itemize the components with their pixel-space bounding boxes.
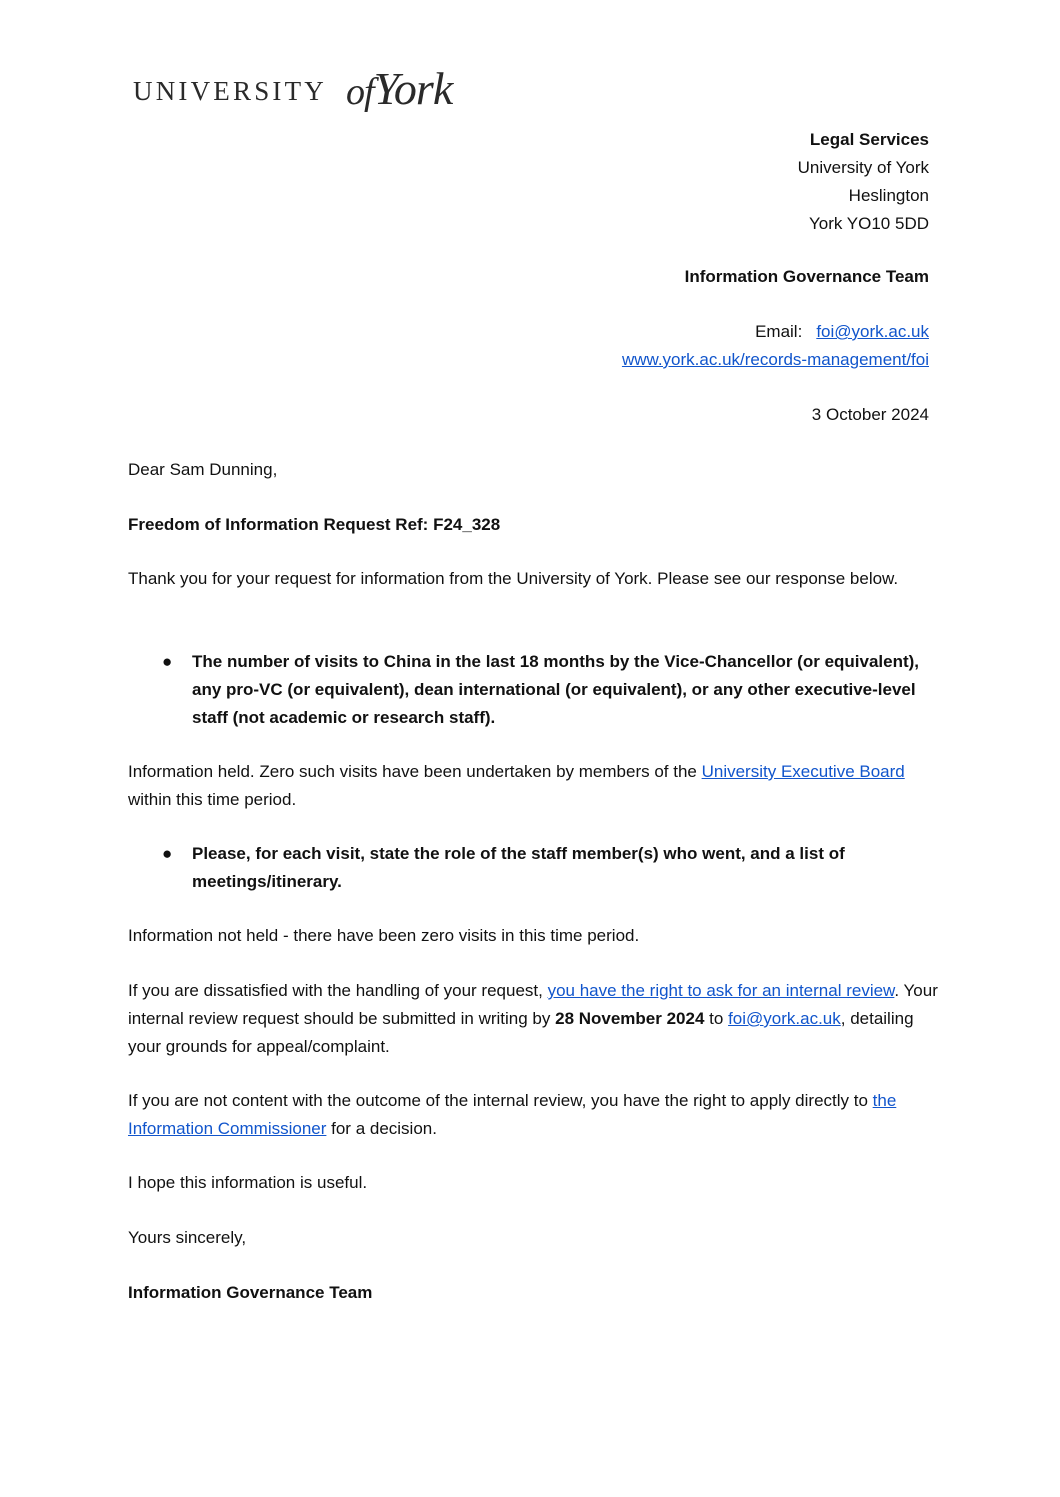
answer-2: Information not held - there have been zero visits in this time period. [128, 926, 640, 945]
review-deadline: 28 November 2024 [555, 1009, 705, 1028]
salutation: Dear Sam Dunning, [128, 460, 278, 479]
closing-note: I hope this information is useful. [128, 1173, 368, 1192]
letter-date: 3 October 2024 [811, 405, 929, 424]
bullet-icon: ● [162, 844, 173, 863]
answer-1: Information held. Zero such visits have been undertaken by members of the University Executive Board within this time period. [128, 762, 905, 809]
sender-department: Legal Services [809, 130, 929, 149]
internal-review-paragraph: If you are dissatisfied with the handling of your request, you have the right to ask for an internal review. Your internal review request should be submitted in writing by 28 November 2024 to foi@york.ac.uk, detailing your grounds for appeal/complaint. [128, 981, 938, 1056]
sender-locality: Heslington [848, 186, 929, 205]
executive-board-link[interactable]: University Executive Board [701, 762, 905, 781]
question-list-2 [128, 840, 940, 896]
sender-institution: University of York [797, 158, 929, 177]
university-logo [133, 62, 473, 122]
subject-line: Freedom of Information Request Ref: F24_328 [128, 515, 501, 534]
internal-review-link[interactable]: you have the right to ask for an internal review [547, 981, 895, 1000]
website-link[interactable]: www.york.ac.uk/records-management/foi [621, 350, 929, 369]
bullet-icon: ● [162, 652, 173, 671]
valediction: Yours sincerely, [128, 1228, 247, 1247]
ico-paragraph: If you are not content with the outcome of the internal review, you have the right to apply directly to the Information Commissioner for a decision. [128, 1091, 897, 1138]
review-email-link[interactable]: foi@york.ac.uk [728, 1009, 841, 1028]
sender-city-postcode: York YO10 5DD [808, 214, 929, 233]
information-commissioner-link[interactable]: the Information Commissioner [128, 1091, 897, 1138]
signature: Information Governance Team [128, 1283, 373, 1302]
question-list-1 [128, 648, 940, 732]
sender-team: Information Governance Team [684, 267, 929, 286]
intro-paragraph: Thank you for your request for information from the University of York. Please see our response below. [128, 569, 899, 588]
sender-address [798, 126, 929, 238]
logo-wordmark: UNIVERSITY [133, 76, 327, 106]
question-1: ● The number of visits to China in the last 18 months by the Vice-Chancellor (or equivalent), any pro-VC (or equivalent), dean international (or equivalent), or any other executive-level staff (not academic or research staff). [128, 648, 940, 732]
email-line [622, 318, 929, 346]
sender-contact [622, 318, 929, 374]
email-link[interactable]: foi@york.ac.uk [816, 322, 929, 341]
email-label: Email: [755, 322, 803, 341]
logo-script: ofYork [346, 63, 453, 114]
question-2: ● Please, for each visit, state the role of the staff member(s) who went, and a list of meetings/itinerary. [128, 840, 940, 896]
